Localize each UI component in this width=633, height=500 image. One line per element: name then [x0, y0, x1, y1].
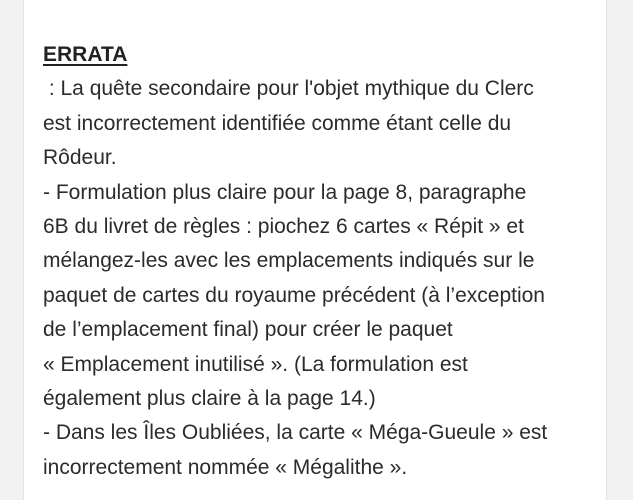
- errata-line: - Dans les Îles Oubliées, la carte « Méga-Gueule » est: [43, 421, 548, 445]
- errata-line: de l’emplacement final) pour créer le paquet: [43, 318, 453, 342]
- errata-section: [43, 38, 603, 485]
- errata-line: 6B du livret de règles : piochez 6 cartes « Répit » et: [43, 215, 524, 239]
- errata-line: mélangez-les avec les emplacements indiqués sur le: [43, 249, 535, 273]
- post-card: [23, 0, 607, 500]
- errata-line: est incorrectement identifiée comme étant celle du: [43, 111, 512, 135]
- errata-line: « Emplacement inutilisé ». (La formulation est: [43, 352, 468, 376]
- errata-heading: ERRATA: [43, 43, 128, 66]
- errata-line: également plus claire à la page 14.): [43, 387, 376, 411]
- errata-line: : La quête secondaire pour l'objet mythique du Clerc: [43, 77, 534, 101]
- errata-line: paquet de cartes du royaume précédent (à l’exception: [43, 283, 545, 307]
- errata-line: Rôdeur.: [43, 146, 117, 170]
- errata-line: incorrectement nommée « Mégalithe ».: [43, 455, 408, 479]
- errata-line: - Formulation plus claire pour la page 8, paragraphe: [43, 180, 527, 204]
